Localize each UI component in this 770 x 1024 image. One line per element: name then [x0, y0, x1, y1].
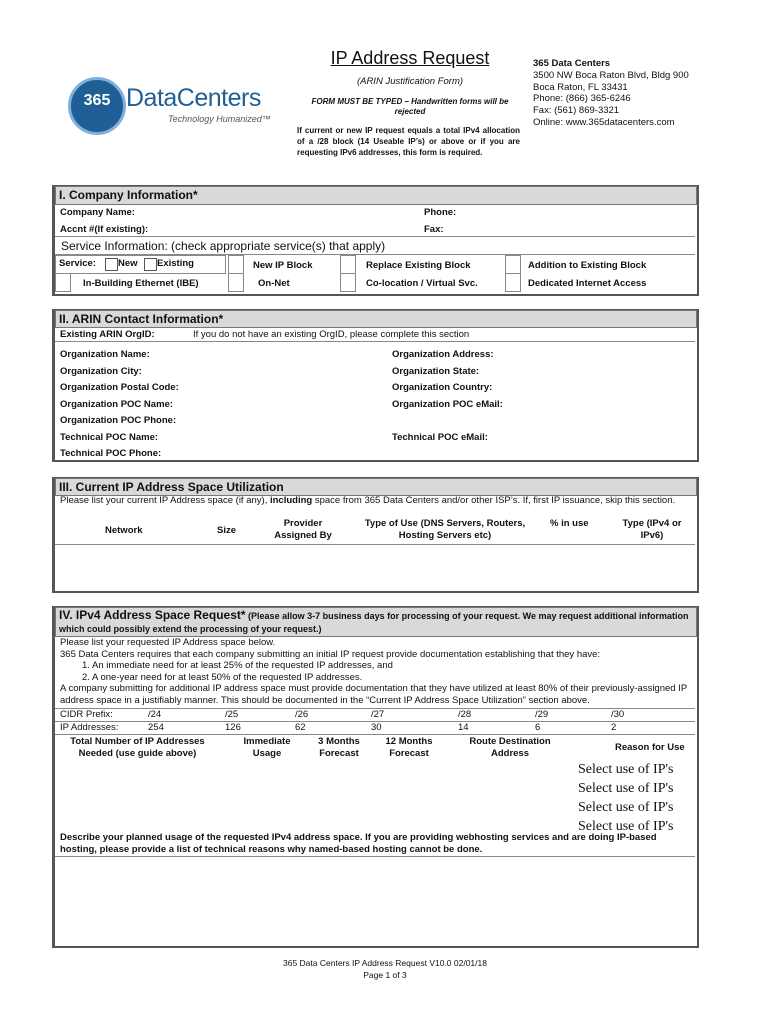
form-required-note: If current or new IP request equals a total IPv4 allocation of a /28 block (14 Useable IP’s) or above or if you are requesting IPv6 addresses, this form is required. — [297, 126, 520, 157]
ip-addresses-label: IP Addresses: — [60, 722, 119, 733]
footer-version: 365 Data Centers IP Address Request V10.0 02/01/18 — [283, 958, 487, 968]
service-info-title: Service Information: (check appropriate service(s) that apply) — [61, 239, 386, 253]
col-immediate: Immediate Usage — [243, 736, 291, 759]
reason-select-3[interactable]: Select use of IP's — [578, 800, 674, 815]
org-state-label[interactable]: Organization State: — [392, 365, 480, 377]
tech-poc-name-label[interactable]: Technical POC Name: — [60, 431, 159, 443]
colocation-label: Co-location / Virtual Svc. — [366, 278, 478, 289]
page-subtitle: (ARIN Justification Form) — [356, 76, 464, 87]
col-3-months: 3 Months Forecast — [318, 736, 360, 759]
tech-poc-email-label[interactable]: Technical POC eMail: — [392, 431, 488, 443]
section-title: IV. IPv4 Address Space Request* (Please allow 3-7 business days for processing of your request. We may request additional information which could possibly extend the processing of your request.) — [59, 608, 689, 634]
section-current-utilization — [52, 477, 699, 593]
section-title: III. Current IP Address Space Utilization — [59, 480, 284, 494]
org-city-label[interactable]: Organization City: — [60, 365, 142, 377]
orgid-label[interactable]: Existing ARIN OrgID: — [60, 329, 155, 340]
cidr-27: /27 — [371, 709, 385, 720]
company-address1: 3500 NW Boca Raton Blvd, Bldg 900 — [533, 69, 689, 81]
cidr-25: /25 — [225, 709, 239, 720]
company-contact — [533, 58, 689, 129]
logo-tagline: Technology Humanized™ — [168, 114, 271, 124]
ips-25: 126 — [225, 722, 241, 733]
ibe-label: In-Building Ethernet (IBE) — [83, 278, 199, 289]
org-right-fields — [392, 347, 503, 446]
page-title: IP Address Request — [330, 48, 490, 68]
org-postal-label[interactable]: Organization Postal Code: — [60, 382, 179, 393]
account-label[interactable]: Accnt #(If existing): — [60, 224, 149, 235]
planned-usage-textarea[interactable] — [55, 856, 695, 857]
col-ip-type: Type (IPv4 or IPv6) — [622, 518, 682, 541]
on-net-checkbox[interactable] — [228, 273, 244, 292]
col-network: Network — [105, 525, 143, 536]
logo-name: DataCenters — [126, 84, 261, 112]
col-12-months: 12 Months Forecast — [385, 736, 433, 759]
company-name-label[interactable]: Company Name: — [60, 207, 135, 218]
dia-label: Dedicated Internet Access — [528, 278, 647, 289]
replace-block-checkbox[interactable] — [340, 255, 356, 274]
planned-usage-prompt: Describe your planned usage of the requested IPv4 address space. If you are providing webhosting services and are doing IP-based hosting, please provide a list of technical reasons why named-based hosting cannot be done. — [60, 832, 657, 855]
reason-select-1[interactable]: Select use of IP's — [578, 762, 674, 777]
addition-block-checkbox[interactable] — [505, 255, 521, 274]
ips-30: 2 — [611, 722, 617, 733]
col-size: Size — [217, 525, 237, 536]
orgid-note: If you do not have an existing OrgID, please complete this section — [193, 329, 470, 340]
org-poc-name-label[interactable]: Organization POC Name: — [60, 398, 173, 410]
addition-block-label: Addition to Existing Block — [528, 260, 647, 271]
company-name: 365 Data Centers — [533, 58, 611, 69]
ibe-checkbox[interactable] — [55, 273, 71, 292]
typed-notice: FORM MUST BE TYPED – Handwritten forms will be rejected — [311, 97, 509, 116]
existing-checkbox[interactable] — [144, 258, 157, 271]
cidr-29: /29 — [535, 709, 549, 720]
org-name-label[interactable]: Organization Name: — [60, 349, 150, 360]
new-ip-block-checkbox[interactable] — [228, 255, 244, 274]
org-address-label[interactable]: Organization Address: — [392, 349, 494, 360]
reason-select-2[interactable]: Select use of IP's — [578, 781, 674, 796]
logo-number: 365 — [83, 92, 111, 109]
reason-select-4[interactable]: Select use of IP's — [578, 819, 674, 834]
ips-27: 30 — [371, 722, 382, 733]
section-instructions: Please list your requested IP Address space below. 365 Data Centers requires that each company submitting an initial IP request provide documentation establishing that they have: 1. An immediate need for at least 25% of the requested IP addresses, and 2. A one-year need for at least 50% of the requested IP addresses. A company submitting for additional IP address space must provide documentation that they have utilized at least 80% of their previously-assigned IP address space in a justifiably manner. This should be documented in the “Current IP Address Space Utilization” section above. — [60, 637, 688, 706]
col-route-destination: Route Destination Address — [469, 736, 551, 759]
new-checkbox[interactable] — [105, 258, 118, 271]
org-country-label[interactable]: Organization Country: — [392, 382, 493, 393]
cidr-26: /26 — [295, 709, 309, 720]
section-intro: Please list your current IP Address space (if any), including space from 365 Data Centers and/or other ISP’s. If, first IP issuance, skip this section. — [60, 495, 676, 506]
section-arin-contact — [52, 309, 699, 462]
reason-selects — [578, 760, 673, 836]
company-address2: Boca Raton, FL 33431 — [533, 81, 628, 93]
fax-label[interactable]: Fax: — [424, 224, 444, 235]
ips-26: 62 — [295, 722, 306, 733]
replace-block-label: Replace Existing Block — [366, 260, 471, 271]
ips-28: 14 — [458, 722, 469, 733]
existing-label: Existing — [157, 258, 194, 269]
company-online[interactable]: Online: www.365datacenters.com — [533, 116, 675, 128]
cidr-28: /28 — [458, 709, 472, 720]
col-percent-in-use: % in use — [550, 518, 589, 529]
col-type-of-use: Type of Use (DNS Servers, Routers, Hosting Servers etc) — [364, 518, 526, 541]
phone-label[interactable]: Phone: — [424, 207, 457, 218]
cidr-label: CIDR Prefix: — [60, 709, 113, 720]
section-title: II. ARIN Contact Information* — [59, 312, 224, 326]
org-poc-phone-label[interactable]: Organization POC Phone: — [60, 415, 177, 426]
company-phone: Phone: (866) 365-6246 — [533, 93, 631, 105]
section-ipv4-request — [52, 606, 699, 948]
col-total-needed: Total Number of IP Addresses Needed (use guide above) — [70, 736, 205, 759]
col-provider: Provider Assigned By — [274, 518, 332, 541]
ips-29: 6 — [535, 722, 541, 733]
section-title: I. Company Information* — [59, 188, 198, 202]
org-poc-email-label[interactable]: Organization POC eMail: — [392, 398, 503, 410]
col-reason: Reason for Use — [615, 742, 685, 753]
company-fax: Fax: (561) 869-3321 — [533, 105, 620, 117]
service-label: Service: — [59, 258, 96, 269]
footer-page-number: Page 1 of 3 — [363, 970, 407, 980]
dia-checkbox[interactable] — [505, 273, 521, 292]
page-footer — [0, 957, 770, 981]
section-company-information — [52, 185, 699, 296]
on-net-label: On-Net — [258, 278, 290, 289]
org-left-fields — [60, 347, 179, 463]
new-label: New — [118, 258, 138, 269]
cidr-30: /30 — [611, 709, 625, 720]
cidr-24: /24 — [148, 709, 162, 720]
colocation-checkbox[interactable] — [340, 273, 356, 292]
tech-poc-phone-label[interactable]: Technical POC Phone: — [60, 448, 162, 459]
ips-24: 254 — [148, 722, 164, 733]
new-ip-block-label: New IP Block — [253, 260, 313, 271]
